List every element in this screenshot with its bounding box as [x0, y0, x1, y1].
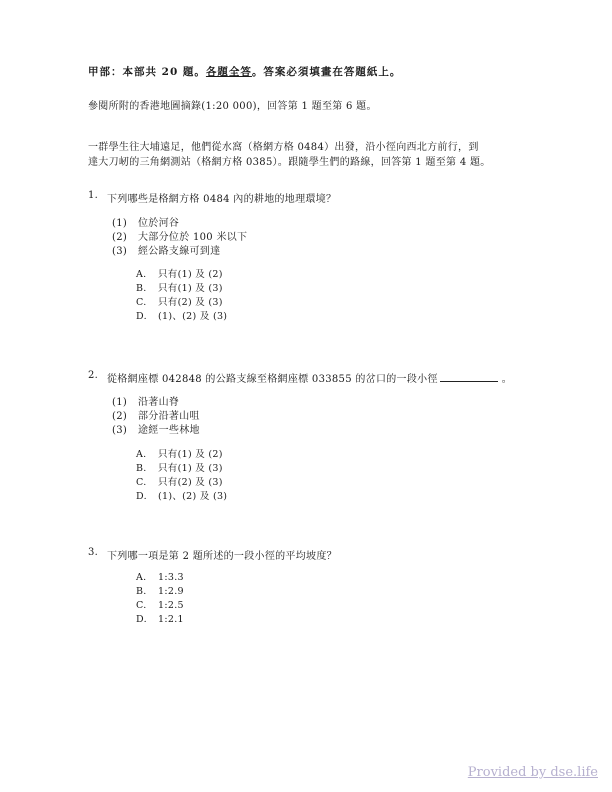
section-header-rest: 。答案必須填畫在答題紙上。	[251, 66, 402, 78]
question-number: 3.	[88, 547, 99, 558]
question-text: 下列哪一項是第 2 題所述的一段小徑的平均坡度？	[107, 551, 337, 562]
section-header	[88, 64, 401, 79]
section-header-all: 各題全答	[205, 66, 252, 78]
option-d[interactable]	[136, 614, 184, 625]
statement-number: (3)	[112, 246, 128, 257]
option-letter: B.	[136, 586, 147, 597]
option-text: 1:3.3	[158, 572, 184, 583]
option-letter: C.	[136, 600, 147, 611]
statement-number: (1)	[112, 397, 128, 408]
option-a[interactable]	[136, 446, 223, 460]
option-c[interactable]	[136, 474, 223, 488]
statement	[112, 407, 200, 422]
option-letter: D.	[136, 614, 147, 625]
statement-text: 沿著山脊	[138, 397, 180, 408]
option-d[interactable]	[136, 488, 227, 502]
option-text: 只有(2) 及 (3)	[158, 297, 223, 308]
map-extract-instruction: 參閱所附的香港地圖摘錄(1:20 000)，回答第 1 題至第 6 題。	[88, 101, 377, 112]
statement-text: 位於河谷	[138, 218, 180, 229]
option-d[interactable]	[136, 308, 227, 322]
option-text: 1:2.5	[158, 600, 184, 611]
question-text: 下列哪些是格網方格 0484 內的耕地的地理環境？	[107, 194, 337, 205]
option-letter: B.	[136, 463, 147, 474]
option-text: (1)、(2) 及 (3)	[158, 311, 228, 322]
option-letter: A.	[136, 449, 147, 460]
option-letter: A.	[136, 572, 147, 583]
option-letter: A.	[136, 269, 147, 280]
option-letter: D.	[136, 491, 147, 502]
question-end-mark: 。	[501, 374, 513, 385]
statement	[112, 228, 247, 243]
option-b[interactable]	[136, 460, 223, 474]
option-text: 只有(2) 及 (3)	[158, 477, 223, 488]
option-text: 只有(1) 及 (3)	[158, 283, 223, 294]
option-text: 1:2.9	[158, 586, 184, 597]
statement-number: (2)	[112, 411, 128, 422]
option-text: 只有(1) 及 (3)	[158, 463, 223, 474]
question-number: 1.	[88, 190, 99, 201]
question-number: 2.	[88, 370, 99, 381]
option-a[interactable]	[136, 266, 223, 280]
question-text: 從格網座標 042848 的公路支線至格網座標 033855 的岔口的一段小徑	[107, 374, 438, 385]
statement-text: 途經一些林地	[138, 425, 200, 436]
option-b[interactable]	[136, 280, 223, 294]
statement-text: 大部分位於 100 米以下	[138, 232, 248, 243]
statement	[112, 242, 220, 257]
answer-blank	[440, 371, 498, 382]
statement-number: (3)	[112, 425, 128, 436]
option-text: 1:2.1	[158, 614, 184, 625]
statement	[112, 421, 200, 436]
option-b[interactable]	[136, 586, 184, 597]
scenario-paragraph-line-2: 達大刀屻的三角網測站（格網方格 0385）。跟隨學生們的路線，回答第 1 題至第 4 題。	[88, 157, 491, 168]
option-letter: D.	[136, 311, 147, 322]
scenario-paragraph-line-1: 一群學生往大埔遠足，他們從水窩（格網方格 0484）出發，沿小徑向西北方前行，到	[88, 142, 479, 153]
option-c[interactable]	[136, 294, 223, 308]
provided-by-footer[interactable]: Provided by dse.life	[467, 765, 598, 780]
statement-text: 經公路支線可到達	[138, 246, 221, 257]
option-c[interactable]	[136, 600, 184, 611]
option-letter: B.	[136, 283, 147, 294]
option-letter: C.	[136, 297, 147, 308]
question-text-with-blank	[107, 370, 512, 385]
section-header-part: 甲部：本部共 20 題。	[88, 66, 206, 78]
statement-number: (1)	[112, 218, 128, 229]
statement	[112, 393, 179, 408]
statement-number: (2)	[112, 232, 128, 243]
option-a[interactable]	[136, 572, 184, 583]
option-text: 只有(1) 及 (2)	[158, 269, 223, 280]
statement	[112, 214, 179, 229]
option-text: 只有(1) 及 (2)	[158, 449, 223, 460]
statement-text: 部分沿著山咀	[138, 411, 200, 422]
option-text: (1)、(2) 及 (3)	[158, 491, 228, 502]
option-letter: C.	[136, 477, 147, 488]
